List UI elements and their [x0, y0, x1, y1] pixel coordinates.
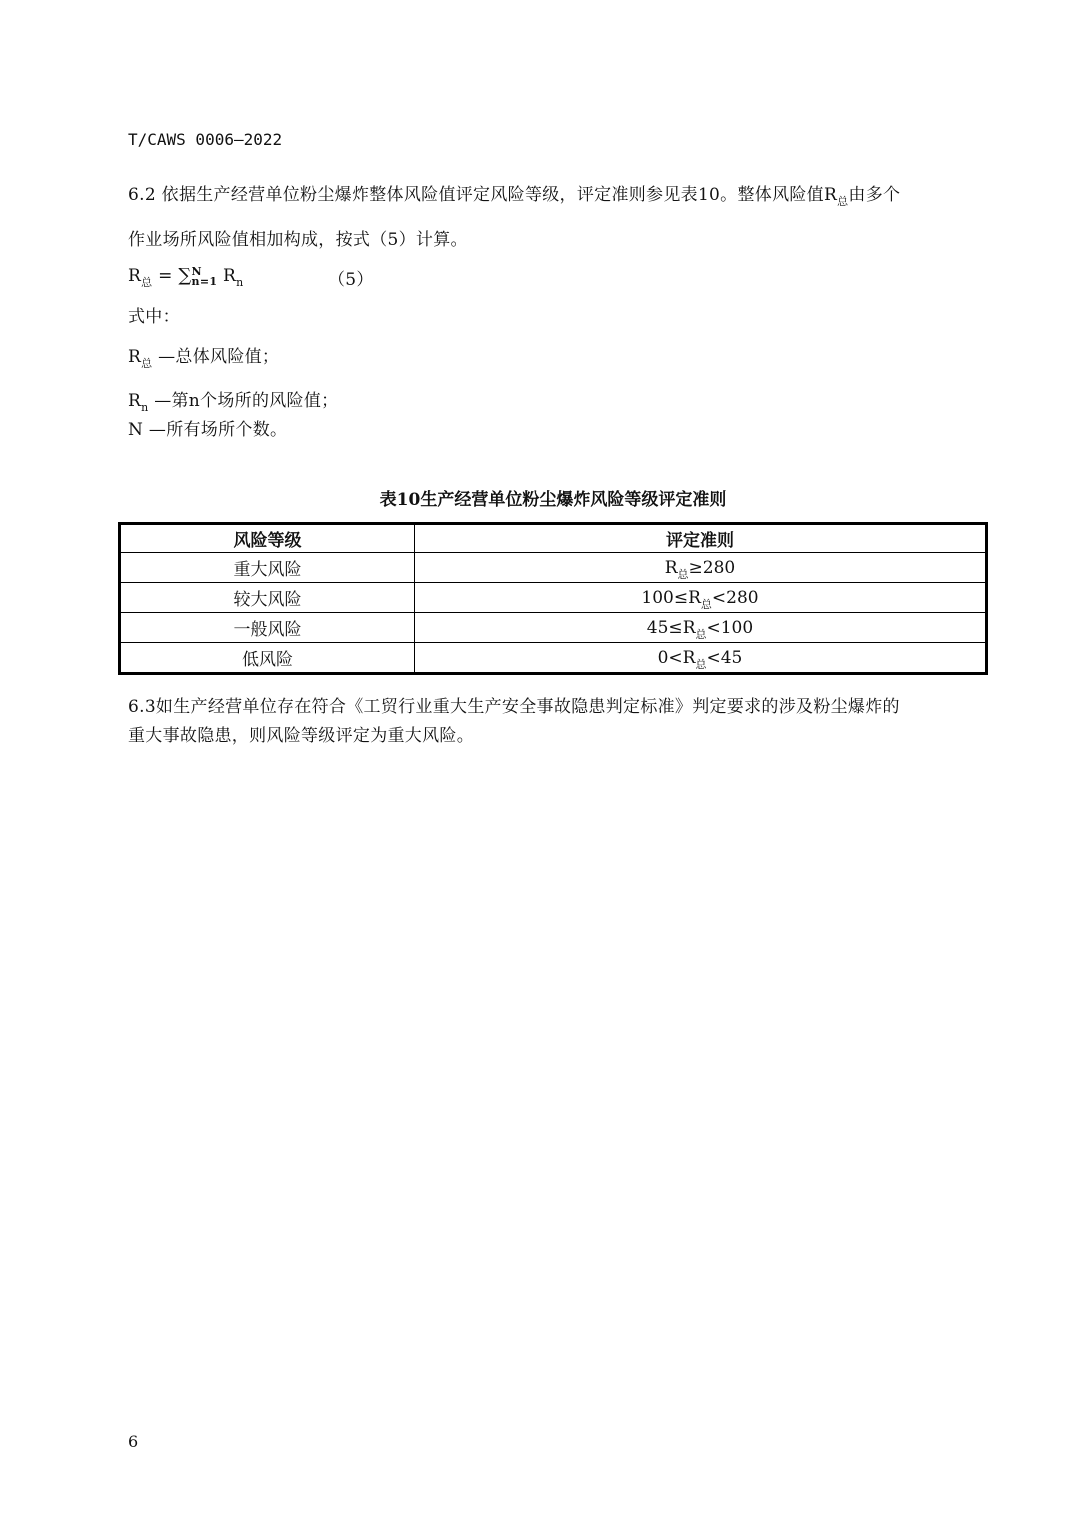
section-6-3-line2: 重大事故隐患，则风险等级评定为重大风险。 [128, 726, 474, 746]
criteria-suffix: <280 [711, 587, 759, 608]
criteria-subscript: 总 [700, 597, 712, 611]
section-6-3-line1: 6.3如生产经营单位存在符合《工贸行业重大生产安全事故隐患判定标准》判定要求的涉及粉尘爆炸的 [128, 697, 900, 717]
criteria-symbol: R [688, 587, 701, 608]
risk-level-cell: 一般风险 [120, 613, 415, 643]
criteria-subscript: 总 [677, 567, 689, 581]
table-row [120, 643, 987, 674]
risk-level-cell: 重大风险 [120, 553, 415, 583]
formula-number: （5） [328, 270, 374, 290]
criteria-subscript: 总 [695, 627, 707, 641]
criteria-symbol: R [682, 617, 696, 638]
criteria-cell [415, 613, 987, 643]
document-code-header: T/CAWS 0006—2022 [128, 130, 283, 149]
table-row [120, 613, 987, 643]
where-symbol: R [128, 391, 142, 411]
criteria-suffix: <45 [706, 647, 743, 668]
where-definition: —第n个场所的风险值； [148, 391, 339, 411]
column-header-risk-level: 风险等级 [120, 524, 415, 553]
section-6-2-lead: 6.2 依据生产经营单位粉尘爆炸整体风险值评定风险等级，评定准则参见表10。整体风险值R [128, 185, 838, 205]
where-subscript: 总 [141, 357, 153, 370]
formula-lhs-sub: 总 [141, 276, 153, 289]
page-number: 6 [128, 1432, 139, 1451]
section-6-2-lead-tail: 由多个 [848, 185, 901, 205]
section-6-2-line2: 作业场所风险值相加构成，按式（5）计算。 [128, 230, 468, 250]
sum-lower-limit: n=1 [191, 274, 218, 288]
formula-rhs-sub: n [236, 276, 244, 289]
criteria-subscript: 总 [695, 657, 707, 671]
where-label: 式中： [128, 307, 180, 327]
table-header-row [120, 524, 987, 553]
criteria-symbol: R [682, 647, 696, 668]
formula-eq: = [152, 266, 179, 286]
table-row [120, 583, 987, 613]
where-definition: —总体风险值； [152, 347, 280, 367]
risk-level-cell: 较大风险 [120, 583, 415, 613]
table-row [120, 553, 987, 583]
section-6-2-line1 [128, 180, 901, 208]
formula-5 [128, 265, 244, 287]
criteria-suffix: ≥280 [688, 557, 736, 578]
where-definition: —所有场所个数。 [143, 420, 288, 440]
risk-grade-table [118, 522, 988, 675]
criteria-symbol: R [664, 557, 678, 578]
where-symbol: R [128, 347, 142, 367]
subscript: 总 [837, 195, 849, 208]
where-symbol: N [128, 420, 144, 440]
criteria-cell [415, 583, 987, 613]
criteria-prefix: 0< [657, 647, 683, 668]
criteria-cell [415, 553, 987, 583]
where-item-r-n [128, 386, 339, 414]
criteria-suffix: <100 [706, 617, 754, 638]
formula-lhs: R [128, 266, 142, 286]
where-item-n [128, 415, 287, 440]
risk-level-cell: 低风险 [120, 643, 415, 674]
where-subscript: n [141, 401, 149, 414]
criteria-cell [415, 643, 987, 674]
formula-rhs: R [223, 266, 237, 286]
criteria-prefix: 100≤ [641, 587, 689, 608]
where-item-r-total [128, 342, 280, 370]
column-header-criteria: 评定准则 [415, 524, 987, 553]
sum-symbol: ∑ [178, 265, 192, 286]
criteria-prefix: 45≤ [646, 617, 683, 638]
sum-upper-limit: N [191, 264, 202, 278]
table-title: 表10生产经营单位粉尘爆炸风险等级评定准则 [379, 490, 727, 510]
